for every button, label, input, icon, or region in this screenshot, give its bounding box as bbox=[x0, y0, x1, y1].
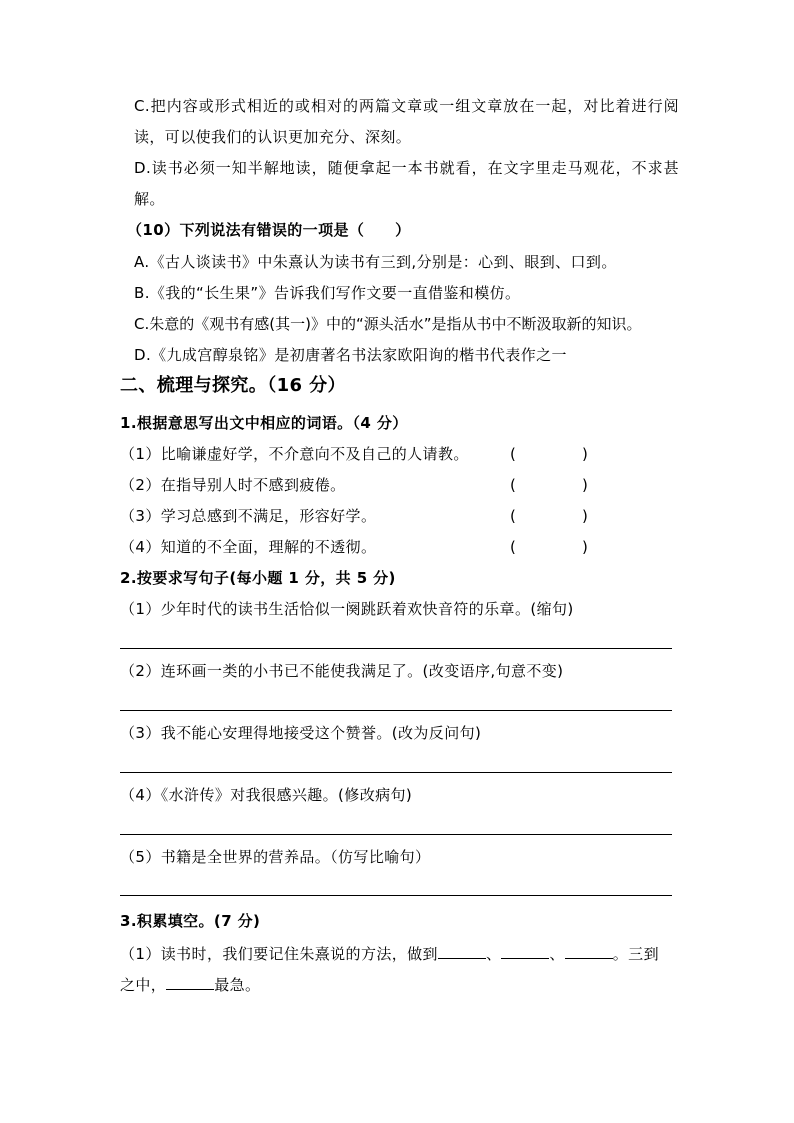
s2-q1-item-1: （1）比喻谦虚好学，不介意向不及自己的人请教。 bbox=[120, 445, 469, 463]
answer-paren-3[interactable]: ( ) bbox=[510, 507, 588, 525]
fill-blank-4[interactable] bbox=[166, 975, 214, 990]
answer-line-4[interactable] bbox=[120, 834, 672, 835]
s2-q3-stem: 3.积累填空。(7 分) bbox=[120, 912, 261, 930]
answer-line-3[interactable] bbox=[120, 772, 672, 773]
q10-stem: （10）下列说法有错误的一项是（ ） bbox=[127, 221, 411, 239]
answer-line-1[interactable] bbox=[120, 648, 672, 649]
s2-q2-stem: 2.按要求写句子(每小题 1 分，共 5 分) bbox=[120, 569, 396, 587]
q10-option-b: B.《我的“长生果”》告诉我们写作文要一直借鉴和模仿。 bbox=[134, 284, 521, 302]
answer-line-5[interactable] bbox=[120, 895, 672, 896]
answer-paren-1[interactable]: ( ) bbox=[510, 445, 588, 463]
s2-q2-item-3: （3）我不能心安理得地接受这个赞誉。(改为反问句) bbox=[120, 724, 482, 742]
q10-option-a: A.《古人谈读书》中朱熹认为读书有三到,分别是：心到、眼到、口到。 bbox=[134, 253, 617, 271]
fill-blank-1[interactable] bbox=[438, 944, 486, 959]
section-2-title: 二、梳理与探究。（16 分） bbox=[120, 375, 346, 396]
q9-option-d-line2: 解。 bbox=[134, 190, 165, 208]
s2-q2-item-4: （4）《水浒传》对我很感兴趣。(修改病句) bbox=[120, 786, 413, 804]
s2-q3-line-1: （1）读书时，我们要记住朱熹说的方法，做到 、 、 。三到 bbox=[120, 945, 659, 963]
fill-blank-2[interactable] bbox=[501, 944, 549, 959]
s2-q1-stem: 1.根据意思写出文中相应的词语。（4 分） bbox=[120, 414, 408, 432]
answer-line-2[interactable] bbox=[120, 710, 672, 711]
q9-option-c-line2: 读，可以使我们的认识更加充分、深刻。 bbox=[134, 128, 412, 146]
q10-option-d: D.《九成宫醇泉铭》是初唐著名书法家欧阳询的楷书代表作之一 bbox=[134, 346, 567, 364]
fill-blank-3[interactable] bbox=[565, 944, 613, 959]
s2-q2-item-1: （1）少年时代的读书生活恰似一阕跳跃着欢快音符的乐章。(缩句) bbox=[120, 600, 574, 618]
s2-q2-item-5: （5）书籍是全世界的营养品。（仿写比喻句） bbox=[120, 848, 431, 866]
s2-q2-item-2: （2）连环画一类的小书已不能使我满足了。(改变语序,句意不变) bbox=[120, 662, 564, 680]
s2-q1-item-2: （2）在指导别人时不感到疲倦。 bbox=[120, 476, 346, 494]
answer-paren-2[interactable]: ( ) bbox=[510, 476, 588, 494]
s2-q1-item-3: （3）学习总感到不满足，形容好学。 bbox=[120, 507, 377, 525]
q9-option-c-line1: C.把内容或形式相近的或相对的两篇文章或一组文章放在一起，对比着进行阅 bbox=[134, 97, 679, 115]
s2-q1-item-4: （4）知道的不全面，理解的不透彻。 bbox=[120, 538, 377, 556]
q9-option-d-line1: D.读书必须一知半解地读，随便拿起一本书就看，在文字里走马观花，不求甚 bbox=[134, 159, 679, 177]
q10-option-c: C.朱意的《观书有感(其一)》中的“源头活水”是指从书中不断汲取新的知识。 bbox=[134, 315, 642, 333]
answer-paren-4[interactable]: ( ) bbox=[510, 538, 588, 556]
s2-q3-line-2: 之中， 最急。 bbox=[120, 976, 261, 994]
